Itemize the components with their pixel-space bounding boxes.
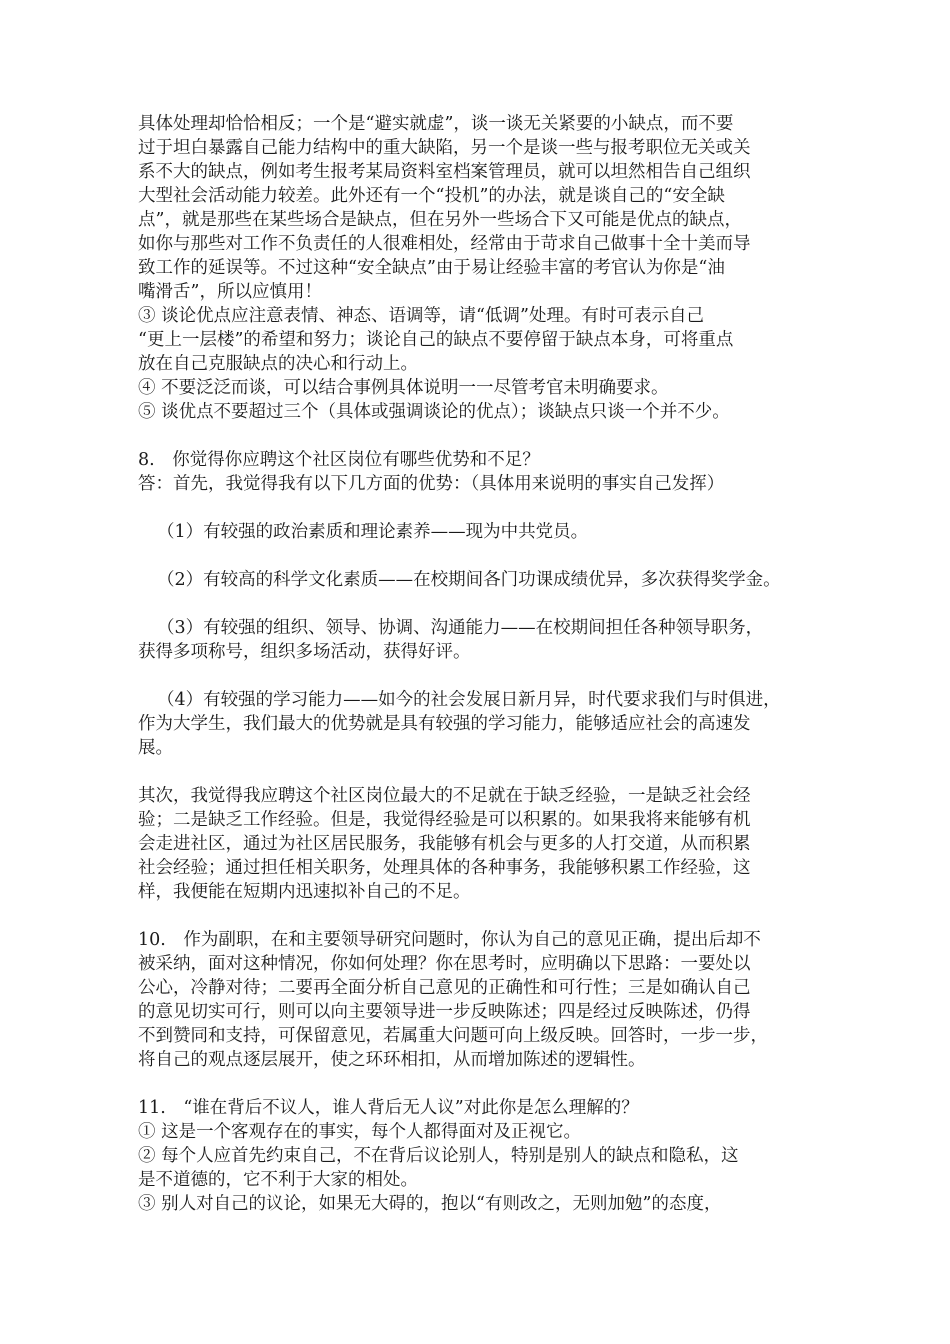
text-line: 致工作的延误等。不过这种“安全缺点”由于易让经验丰富的考官认为你是“油 — [138, 258, 725, 278]
text-line: 展。 — [138, 738, 173, 758]
text-line: 系不大的缺点，例如考生报考某局资料室档案管理员，就可以坦然相告自己组织 — [138, 162, 751, 182]
text-line: 如你与那些对工作不负责任的人很难相处，经常由于苛求自己做事十全十美而导 — [138, 234, 751, 254]
list-item: ② 每个人应首先约束自己，不在背后议论别人，特别是别人的缺点和隐私，这 — [138, 1146, 739, 1166]
text-line: 公心，冷静对待；二要再全面分析自己意见的正确性和可行性；三是如确认自己 — [138, 978, 751, 998]
list-item: （2）有较高的科学文化素质——在校期间各门功课成绩优异，多次获得奖学金。 — [157, 570, 781, 590]
list-item: ① 这是一个客观存在的事实，每个人都得面对及正视它。 — [138, 1122, 582, 1142]
text-line: 样，我便能在短期内迅速拟补自己的不足。 — [138, 882, 471, 902]
text-line: 嘴滑舌”，所以应慎用！ — [138, 282, 322, 302]
text-line: 的意见切实可行，则可以向主要领导进一步反映陈述；四是经过反映陈述，仍得 — [138, 1002, 751, 1022]
text-line: 不到赞同和支持，可保留意见，若属重大问题可向上级反映。回答时，一步一步， — [138, 1026, 768, 1046]
text-line: 放在自己克服缺点的决心和行动上。 — [138, 354, 418, 374]
text-line: 获得多项称号，组织多场活动，获得好评。 — [138, 642, 471, 662]
question-heading: 11. “谁在背后不议人，谁人背后无人议”对此你是怎么理解的？ — [138, 1098, 639, 1118]
list-item: （3）有较强的组织、领导、协调、沟通能力——在校期间担任各种领导职务， — [157, 618, 764, 638]
text-line: 是不道德的，它不利于大家的相处。 — [138, 1170, 418, 1190]
text-line: ④ 不要泛泛而谈，可以结合事例具体说明一一尽管考官未明确要求。 — [138, 378, 669, 398]
text-line: ⑤ 谈优点不要超过三个（具体或强调谈论的优点）；谈缺点只谈一个并不少。 — [138, 402, 730, 422]
list-item: （1）有较强的政治素质和理论素养——现为中共党员。 — [157, 522, 589, 542]
text-line: 验；二是缺乏工作经验。但是，我觉得经验是可以积累的。如果我将来能够有机 — [138, 810, 751, 830]
text-line: 作为大学生，我们最大的优势就是具有较强的学习能力，能够适应社会的高速发 — [138, 714, 751, 734]
list-item: （4）有较强的学习能力——如今的社会发展日新月异，时代要求我们与时俱进， — [157, 690, 781, 710]
text-line: 具体处理却恰恰相反；一个是“避实就虚”，谈一谈无关紧要的小缺点，而不要 — [138, 114, 734, 134]
text-line: 其次，我觉得我应聘这个社区岗位最大的不足就在于缺乏经验，一是缺乏社会经 — [138, 786, 751, 806]
text-line: 过于坦白暴露自己能力结构中的重大缺陷，另一个是谈一些与报考职位无关或关 — [138, 138, 751, 158]
text-line: 点”，就是那些在某些场合是缺点，但在另外一些场合下又可能是优点的缺点， — [138, 210, 742, 230]
text-line: 社会经验；通过担任相关职务，处理具体的各种事务，我能够积累工作经验，这 — [138, 858, 751, 878]
text-line: 被采纳，面对这种情况，你如何处理？你在思考时，应明确以下思路：一要处以 — [138, 954, 751, 974]
text-line: ③ 谈论优点应注意表情、神态、语调等，请“低调”处理。有时可表示自己 — [138, 306, 704, 326]
text-line: 将自己的观点逐层展开，使之环环相扣，从而增加陈述的逻辑性。 — [138, 1050, 646, 1070]
question-heading: 8. 你觉得你应聘这个社区岗位有哪些优势和不足？ — [138, 450, 540, 470]
question-heading: 10. 作为副职，在和主要领导研究问题时，你认为自己的意见正确，提出后却不 — [138, 930, 761, 950]
list-item: ③ 别人对自己的议论，如果无大碍的，抱以“有则改之，无则加勉”的态度， — [138, 1194, 722, 1214]
text-line: “更上一层楼”的希望和努力；谈论自己的缺点不要停留于缺点本身，可将重点 — [138, 330, 734, 350]
text-line: 会走进社区，通过为社区居民服务，我能够有机会与更多的人打交道，从而积累 — [138, 834, 751, 854]
text-line: 大型社会活动能力较差。此外还有一个“投机”的办法，就是谈自己的“安全缺 — [138, 186, 725, 206]
answer-line: 答：首先，我觉得我有以下几方面的优势：（具体用来说明的事实自己发挥） — [138, 474, 725, 494]
